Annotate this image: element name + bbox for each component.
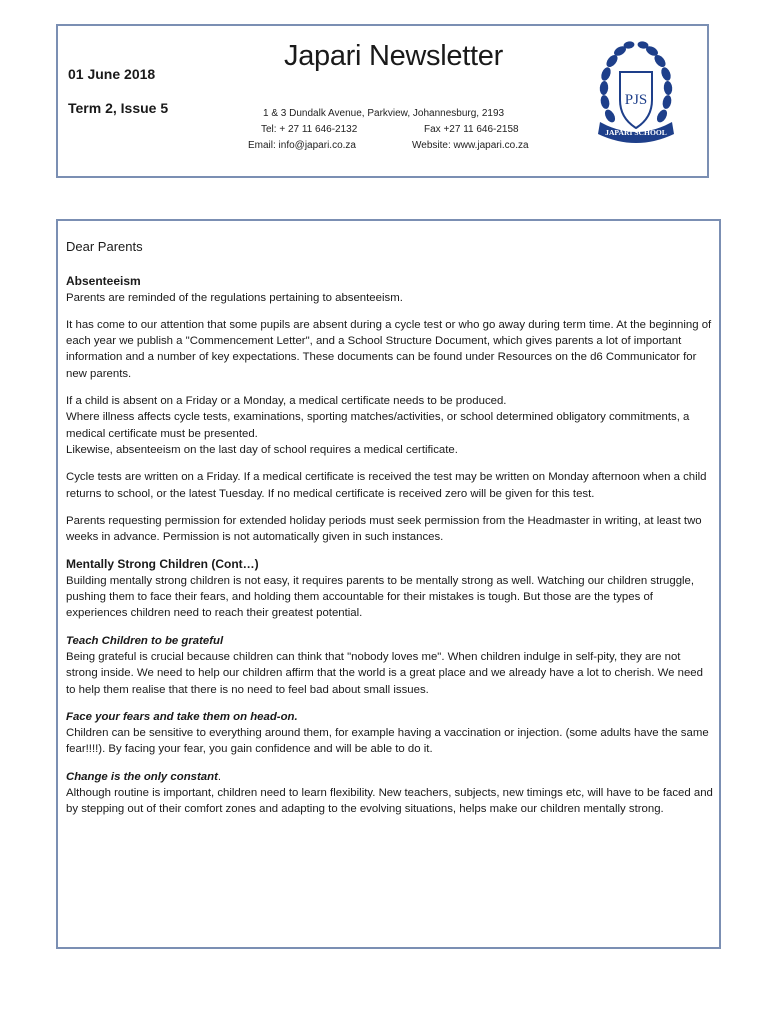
change-text: Although routine is important, children need to learn flexibility. New teachers, subjects, new timings etc, will have to be faced and by stepping out of their comfort zones and adapting to the evolving situations, helps make our children mentally strong. [66, 787, 713, 816]
mentally-strong-text: Building mentally strong children is not easy, it requires parents to be mentally strong as well. Watching our children struggle, pushing them to face their fears, and holding them accountable for their mistakes is tough. But those are the types of experiences children need to reach their greatest potential. [66, 574, 695, 620]
grateful-text: Being grateful is crucial because children can think that "nobody loves me". When children indulge in self-pity, they are not strong inside. We need to help our children affirm that the world is a great place and we already have a lot to cherish. We need to help them realise that there is no need to feel bad about small issues. [66, 650, 703, 696]
fears-text: Children can be sensitive to everything around them, for example having a vaccination or injection. (some adults have the same fear!!!!). By facing your fear, you gain confidence and will be able to do it. [66, 727, 709, 756]
change-heading: Change is the only constant [66, 770, 218, 783]
website: Website: www.japari.co.za [412, 140, 529, 151]
change-heading-line [66, 769, 714, 785]
absenteeism-paragraph-4: Parents requesting permission for extended holiday periods must seek permission from the Headmaster in writing, at least two weeks in advance. Permission is not automatically given in such instances. [66, 514, 702, 544]
absenteeism-paragraph-3: Cycle tests are written on a Friday. If a medical certificate is received the test may be written on Monday afternoon when a child returns to school, or the latest Tuesday. If no medical certificate is received zero will be given for this test. [66, 471, 707, 500]
absenteeism-line-illness: Where illness affects cycle tests, examinations, sporting matches/activities, or school determined obligatory commitments, a medical certificate must be presented. [66, 411, 690, 440]
newsletter-header [56, 24, 709, 178]
crest-monogram: PJS [624, 92, 648, 108]
greeting: Dear Parents [66, 239, 143, 254]
grateful-heading: Teach Children to be grateful [66, 634, 224, 647]
fax: Fax +27 11 646-2158 [424, 124, 519, 135]
issue-number: Term 2, Issue 5 [68, 100, 169, 116]
absenteeism-heading: Absenteeism [66, 274, 141, 289]
mentally-strong-heading: Mentally Strong Children (Cont…) [66, 557, 259, 572]
school-crest-logo [598, 38, 674, 148]
crest-banner-text: JAPARI SCHOOL [605, 128, 667, 137]
newsletter-title: Japari Newsletter [284, 40, 503, 72]
fears-heading: Face your fears and take them on head-on. [66, 710, 298, 723]
school-address: 1 & 3 Dundalk Avenue, Parkview, Johannesburg, 2193 [263, 108, 505, 119]
change-heading-period: . [217, 770, 222, 783]
email: Email: info@japari.co.za [248, 140, 356, 151]
issue-date: 01 June 2018 [68, 66, 156, 82]
absenteeism-line-friday-monday: If a child is absent on a Friday or a Monday, a medical certificate needs to be produced. [66, 395, 507, 408]
telephone: Tel: + 27 11 646-2132 [261, 124, 358, 135]
letter-content [66, 239, 714, 818]
absenteeism-paragraph-1: It has come to our attention that some pupils are absent during a cycle test or who go away during term time. At the beginning of each year we publish a "Commencement Letter", and a School Structure Document, which gives parents a lot of important information and a number of key expectations. These documents can be found under Resources on the d6 Communicator for new parents. [66, 318, 712, 380]
newsletter-body [56, 219, 721, 949]
absenteeism-line-last-day: Likewise, absenteeism on the last day of school requires a medical certificate. [66, 443, 458, 456]
absenteeism-intro: Parents are reminded of the regulations pertaining to absenteeism. [66, 291, 403, 304]
absenteeism-paragraph-2 [66, 393, 714, 458]
